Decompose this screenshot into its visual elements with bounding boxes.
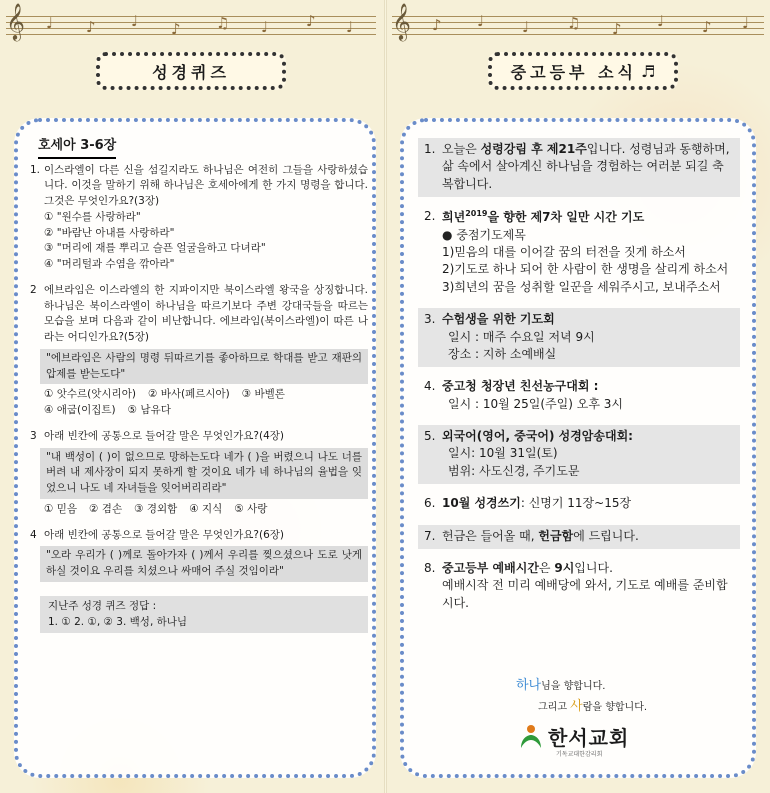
music-staff-right	[392, 2, 764, 40]
answer-option: ② 겸손	[89, 502, 123, 515]
item-detail: 예배시작 전 미리 예배당에 와서, 기도로 예배를 준비합시다.	[442, 578, 728, 610]
slogan-text: 님을 향합니다.	[541, 681, 606, 692]
news-item-5	[418, 425, 740, 484]
quiz-question-4	[30, 528, 368, 582]
bible-verse: "오라 우리가 ( )께로 돌아가자 ( )께서 우리를 찢으셨으나 도로 낫게 하실 것이요 우리를 치셨으나 싸매어 주실 것임이라"	[40, 546, 368, 582]
slogan-text: 람을 향합니다.	[582, 701, 648, 713]
previous-answers-values: 1. ① 2. ①, ② 3. 백성, 하나님	[48, 615, 188, 628]
question-text: 아래 빈칸에 공통으로 들어갈 말은 무엇인가요?(4장)	[44, 429, 284, 442]
answer-option: ③ 바벨론	[241, 388, 285, 401]
item-detail: 일시 : 매주 수요일 저녁 9시	[448, 329, 595, 344]
bullet-icon: ●	[442, 227, 453, 242]
question-number: 1.	[30, 163, 41, 176]
item-detail: 일시 : 10월 25일(주일) 오후 3시	[448, 396, 623, 411]
answer-option: ① 앗수르(앗시리아)	[44, 388, 136, 401]
item-text: 헌금은 들어올 때,	[442, 528, 539, 543]
answer-option: ⑤ 사랑	[234, 502, 268, 515]
previous-answers	[40, 596, 368, 634]
slogan-text: 그리고	[538, 701, 571, 713]
answer-option: ⑤ 남유다	[127, 404, 171, 416]
answer-options	[30, 502, 368, 518]
news-item-8	[418, 557, 740, 616]
item-text: 희년	[442, 210, 466, 225]
quiz-question-3	[30, 429, 368, 518]
item-number: 5.	[424, 429, 436, 444]
slogan-highlight: 하나	[516, 678, 542, 693]
church-logo	[518, 722, 629, 751]
music-note-icon: ♪	[612, 20, 622, 38]
prayer-point: 2)기도로 하나 되어 한 사람이 한 생명을 살리게 하소서	[442, 262, 729, 277]
item-number: 4.	[424, 379, 436, 394]
music-note-icon: ♪	[171, 20, 181, 38]
music-note-icon: ♩	[477, 12, 485, 30]
news-item-4	[418, 375, 740, 417]
item-bold-text: 헌금함	[538, 528, 574, 543]
question-text: 이스라엘이 다른 신을 섬길지라도 하나님은 여전히 그들을 사랑하셨습니다. 이것을 말하기 위해 하나님은 호세아에게 한 가지 명령을 합니다. 그것은 무엇인가요?(3장)	[44, 163, 368, 207]
music-note-icon: ♩	[657, 12, 665, 30]
item-text: : 신명기 11장~15장	[520, 496, 632, 511]
item-heading: 외국어(영어, 중국어) 성경암송대회:	[442, 429, 633, 444]
music-note-icon: ♩	[261, 18, 269, 36]
news-item-1	[418, 138, 740, 197]
item-detail: 범위: 사도신경, 주기도문	[448, 463, 580, 478]
music-note-icon: ♪	[702, 18, 712, 36]
answer-option: ① 믿음	[44, 502, 78, 515]
item-text: 에 드립니다.	[573, 528, 639, 543]
treble-clef-icon: 𝄞	[6, 2, 25, 40]
item-number: 2.	[424, 209, 436, 224]
music-note-icon: ♪	[86, 18, 96, 36]
item-number: 3.	[424, 312, 436, 327]
question-text: 에브라임은 이스라엘의 한 지파이지만 북이스라엘 왕국을 상징합니다. 하나님은 북이스라엘이 하나님을 따르기보다 주변 강대국들을 따르는 모습을 보며 다음과 같이 비난합니다. 에브라임(북이스라엘)이 따른 나라는 어디인가요?(5장)	[44, 283, 368, 343]
music-note-icon: ♪	[432, 16, 442, 34]
news-title-text: 중고등부 소식	[510, 62, 637, 82]
question-number: 2	[30, 283, 37, 296]
answer-option: ④ "머리털과 수염을 깎아라"	[44, 258, 175, 270]
item-text: 입니다. 성령님과 동행하며, 삶 속에서 살아계신 하나님을 경험하는 여러분 되길 축복합니다.	[442, 142, 730, 191]
music-note-icon: ♫	[216, 14, 230, 32]
answer-option: ③ "머리에 재를 뿌리고 슬픈 얼굴을하고 다녀라"	[44, 242, 266, 255]
music-note-icon: ♩	[522, 18, 530, 36]
church-name: 한서교회	[548, 726, 630, 750]
item-heading: 중고청 청장년 친선농구대회 :	[442, 379, 599, 394]
church-slogan	[516, 676, 647, 718]
item-detail: 일시: 10월 31일(토)	[448, 446, 558, 461]
music-note-icon: ♩	[346, 18, 354, 36]
item-text: 은	[538, 561, 555, 576]
quiz-title-text: 성경퀴즈	[152, 62, 230, 82]
music-note-icon: ♪	[306, 12, 316, 30]
answer-options	[30, 387, 368, 419]
answer-option: ④ 지식	[189, 502, 223, 515]
treble-clef-icon: 𝄞	[392, 2, 411, 40]
church-denomination: 기독교대한감리회	[556, 751, 603, 758]
music-note-icon: ♩	[131, 12, 139, 30]
item-subtitle: 중점기도제목	[456, 227, 526, 242]
item-number: 8.	[424, 561, 436, 576]
answer-option: ① "원수를 사랑하라"	[44, 210, 141, 223]
item-number: 6.	[424, 496, 436, 511]
music-notes-icon: ♬	[640, 61, 656, 81]
item-bold-text: 9시	[554, 561, 575, 576]
music-note-icon: ♩	[742, 14, 750, 32]
news-content	[418, 138, 740, 624]
quiz-title	[96, 52, 286, 90]
quiz-heading: 호세아 3-6장	[38, 136, 116, 159]
question-number: 4	[30, 528, 37, 541]
quiz-content	[30, 136, 368, 633]
item-superscript: 2019	[465, 209, 488, 219]
item-bold-text: 성령강림 후 제21주	[480, 142, 587, 156]
previous-answers-label: 지난주 성경 퀴즈 정답 :	[48, 599, 157, 612]
slogan-highlight: 사	[570, 698, 583, 714]
item-text: 입니다.	[574, 561, 613, 576]
music-staff-left	[6, 2, 376, 40]
news-item-6	[418, 492, 740, 516]
answer-option: ② "바람난 아내를 사랑하라"	[44, 226, 175, 239]
news-item-2	[418, 205, 740, 300]
news-title	[488, 52, 678, 90]
bible-verse: "내 백성이 ( )이 없으므로 망하는도다 네가 ( )을 버렸으니 나도 너를 버려 내 제사장이 되지 못하게 할 것이요 네가 네 하나님의 율법을 잊었으니 나도 네 자녀들을 잊어버리리라"	[40, 448, 368, 499]
question-number: 3	[30, 429, 37, 442]
news-item-7	[418, 525, 740, 549]
music-note-icon: ♫	[567, 14, 581, 32]
question-text: 아래 빈칸에 공통으로 들어갈 말은 무엇인가요?(6장)	[44, 528, 284, 541]
item-number: 7.	[424, 528, 436, 543]
answer-option: ② 바사(페르시아)	[147, 388, 230, 401]
bible-verse: "에브라임은 사람의 명령 뒤따르기를 좋아하므로 학대를 받고 재판의 압제를 받는도다"	[40, 349, 368, 385]
item-bold-text: 중고등부 예배시간	[442, 561, 539, 576]
item-heading: 수험생을 위한 기도회	[442, 312, 555, 327]
answer-option: ③ 경외함	[134, 502, 178, 515]
item-bold-text: 10월 성경쓰기	[442, 496, 521, 511]
item-text: 오늘은	[442, 142, 481, 156]
prayer-point: 3)희년의 꿈을 성취할 일꾼을 세워주시고, 보내주소서	[442, 279, 721, 294]
answer-option: ④ 애굽(이집트)	[44, 404, 116, 416]
music-note-icon: ♩	[46, 14, 54, 32]
item-text: 을 향한 제7차 일만 시간 기도	[487, 210, 645, 225]
prayer-point: 1)믿음의 대를 이어갈 꿈의 터전을 짓게 하소서	[442, 244, 686, 259]
news-item-3	[418, 308, 740, 367]
item-number: 1.	[424, 142, 436, 156]
item-detail: 장소 : 지하 소예배실	[448, 346, 557, 361]
church-logo-icon	[518, 724, 544, 750]
page-fold	[384, 0, 387, 793]
quiz-question-1	[30, 163, 368, 273]
quiz-question-2	[30, 283, 368, 419]
